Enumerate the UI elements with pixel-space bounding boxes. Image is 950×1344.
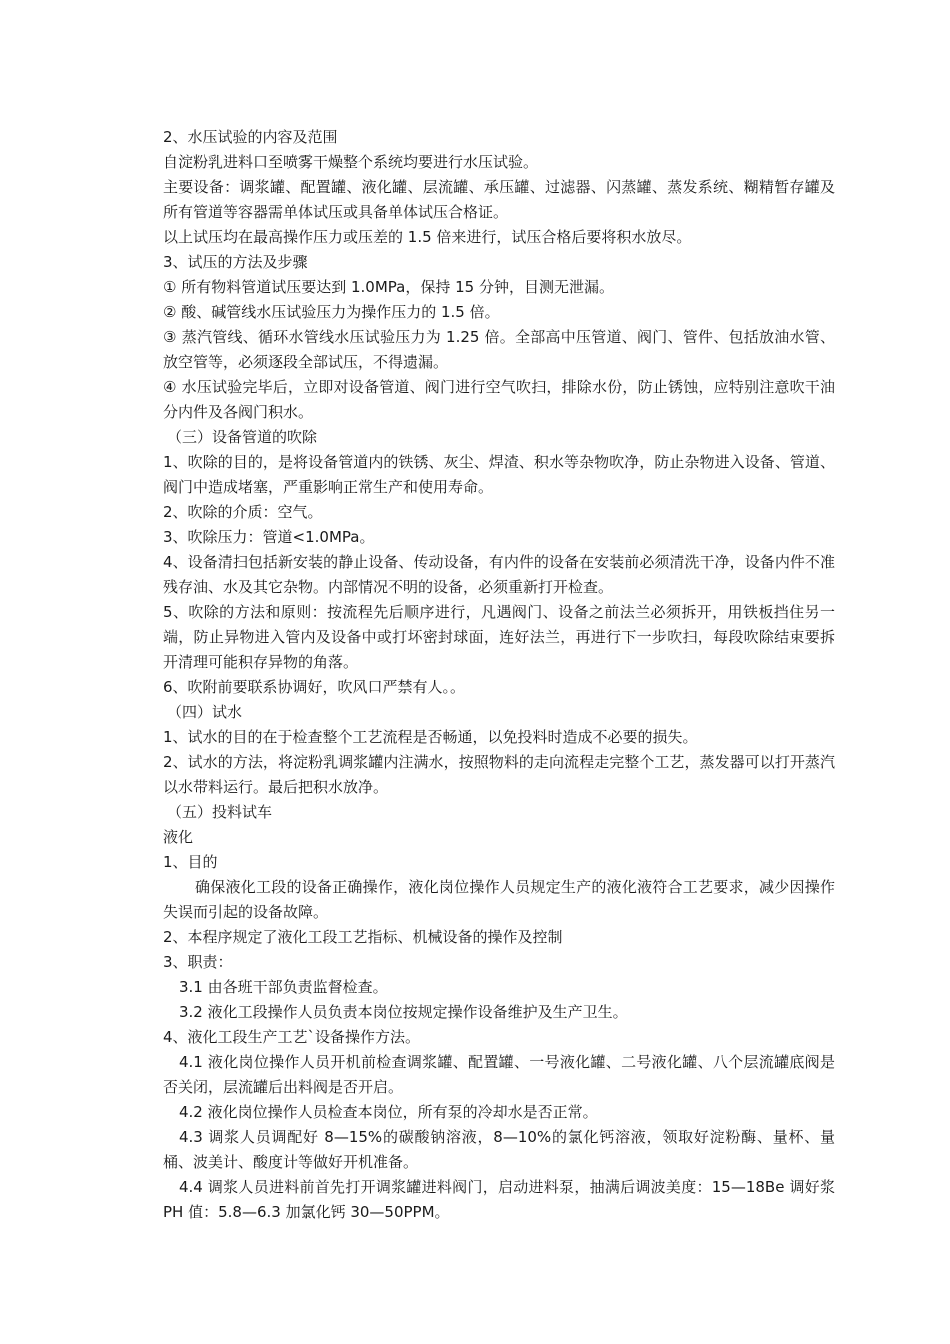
list-subitem: 4.3 调浆人员调配好 8—15%的碳酸钠溶液，8—10%的氯化钙溶液，领取好淀粉酶、量杯、量桶、波美计、酸度计等做好开机准备。 xyxy=(163,1128,835,1171)
paragraph: 以上试压均在最高操作压力或压差的 1.5 倍来进行，试压合格后要将积水放尽。 xyxy=(163,228,692,246)
list-item: 2、本程序规定了液化工段工艺指标、机械设备的操作及控制 xyxy=(163,928,563,946)
list-item: 2、吹除的介质：空气。 xyxy=(163,503,323,521)
paragraph: 确保液化工段的设备正确操作，液化岗位操作人员规定生产的液化液符合工艺要求，减少因操作失误而引起的设备故障。 xyxy=(163,878,835,921)
section-heading: （五）投料试车 xyxy=(167,803,273,821)
list-subitem: 4.1 液化岗位操作人员开机前检查调浆罐、配置罐、一号液化罐、二号液化罐、八个层流罐底阀是否关闭，层流罐后出料阀是否开启。 xyxy=(163,1053,835,1096)
section-heading: （三）设备管道的吹除 xyxy=(167,428,318,446)
section-heading: （四）试水 xyxy=(167,703,243,721)
list-subitem: 3.1 由各班干部负责监督检查。 xyxy=(179,978,388,996)
list-item: ③ 蒸汽管线、循环水管线水压试验压力为 1.25 倍。全部高中压管道、阀门、管件、包括放油水管、放空管等，必须逐段全部试压，不得遗漏。 xyxy=(163,328,835,371)
list-item: 3、吹除压力：管道<1.0MPa。 xyxy=(163,528,375,546)
section-heading: 3、试压的方法及步骤 xyxy=(163,253,308,271)
paragraph: 自淀粉乳进料口至喷雾干燥整个系统均要进行水压试验。 xyxy=(163,153,539,171)
list-subitem: 3.2 液化工段操作人员负责本岗位按规定操作设备维护及生产卫生。 xyxy=(179,1003,628,1021)
section-heading: 2、水压试验的内容及范围 xyxy=(163,128,338,146)
list-item: ④ 水压试验完毕后，立即对设备管道、阀门进行空气吹扫，排除水份，防止锈蚀，应特别注意吹干油分内件及各阀门积水。 xyxy=(163,378,835,421)
list-item: 4、液化工段生产工艺`设备操作方法。 xyxy=(163,1028,421,1046)
list-item: 2、试水的方法，将淀粉乳调浆罐内注满水，按照物料的走向流程走完整个工艺，蒸发器可以打开蒸汽以水带料运行。最后把积水放净。 xyxy=(163,753,835,796)
list-item: 5、吹除的方法和原则：按流程先后顺序进行，凡遇阀门、设备之前法兰必须拆开，用铁板挡住另一端，防止异物进入管内及设备中或打坏密封球面，连好法兰，再进行下一步吹扫，每段吹除结束要拆开清理可能积存异物的角落。 xyxy=(163,603,835,671)
paragraph: 主要设备：调浆罐、配置罐、液化罐、层流罐、承压罐、过滤器、闪蒸罐、蒸发系统、糊精暂存罐及所有管道等容器需单体试压或具备单体试压合格证。 xyxy=(163,178,835,221)
list-item: 1、试水的目的在于检查整个工艺流程是否畅通，以免投料时造成不必要的损失。 xyxy=(163,728,698,746)
list-item: 1、吹除的目的，是将设备管道内的铁锈、灰尘、焊渣、积水等杂物吹净，防止杂物进入设备、管道、阀门中造成堵塞，严重影响正常生产和使用寿命。 xyxy=(163,453,835,496)
list-subitem: 4.4 调浆人员进料前首先打开调浆罐进料阀门，启动进料泵，抽满后调波美度：15—18Be 调好浆 PH 值：5.8—6.3 加氯化钙 30—50PPM。 xyxy=(163,1178,835,1221)
list-item: 3、职责： xyxy=(163,953,233,971)
list-item: 4、设备清扫包括新安装的静止设备、传动设备，有内件的设备在安装前必须清洗干净，设备内件不准残存油、水及其它杂物。内部情况不明的设备，必须重新打开检查。 xyxy=(163,553,835,596)
list-subitem: 4.2 液化岗位操作人员检查本岗位，所有泵的冷却水是否正常。 xyxy=(179,1103,598,1121)
list-item: 1、目的 xyxy=(163,853,218,871)
list-item: ② 酸、碱管线水压试验压力为操作压力的 1.5 倍。 xyxy=(163,303,500,321)
list-item: 6、吹附前要联系协调好，吹风口严禁有人。。 xyxy=(163,678,466,696)
subsection-heading: 液化 xyxy=(163,828,194,846)
document-body xyxy=(163,125,835,1225)
list-item: ① 所有物料管道试压要达到 1.0MPa，保持 15 分钟，目测无泄漏。 xyxy=(163,278,614,296)
